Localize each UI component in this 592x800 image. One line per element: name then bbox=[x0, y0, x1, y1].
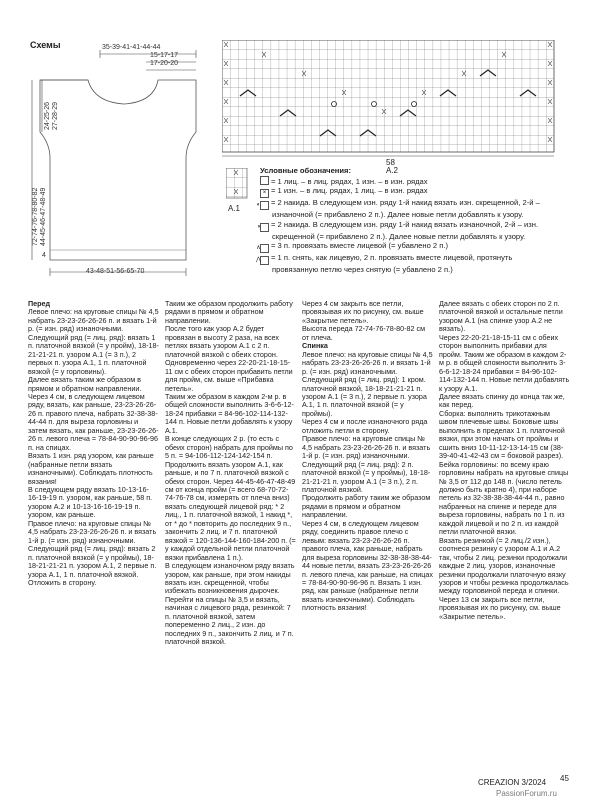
paragraph: Продолжить работу таким же образом рядами в прямом и обратном направлении. bbox=[302, 493, 431, 520]
text-column-4 bbox=[439, 300, 570, 621]
magazine-issue: CREAZION 3/2024 bbox=[478, 778, 547, 787]
bottom-dimension: 43-48-51-56-65-70 bbox=[86, 268, 145, 275]
paragraph: Высота переда 72-74-76-78-80-82 см от плеча. bbox=[302, 324, 426, 342]
legend-item-yo-twisted-second: ◑ = 2 накида. В следующем изн. ряду 1-й накид вязать изнаночной, 2-й – изн. скрещенной (= прибавлено 2 п.). Далее новые петли добавлять к узору. bbox=[256, 219, 539, 241]
knit-symbol-icon bbox=[260, 176, 269, 185]
legend-item-purl: × = 1 изн. – в лиц. рядах, 1 лиц. – в изн. рядах bbox=[260, 186, 560, 198]
paragraph: Продолжить вязать узором А.1, как раньше, и по 7 п. платочной вязкой с обеих сторон. Через 44-45-46-47-48-49 см от конца пройм (= всего 68-70-72-74-76-78 см, измерять от плеча вниз) вязать следующей лицевой ряд: * 2 лиц., 1 п. платочной вязкой, 1 накид *, от * до * повторить до последних 9 п., закончить 2 лиц. и 7 п. платочной вязкой = 120-136-144-160-184-200 п. (= у каждой отдельной петли платочной вязки прибавлена 1 п.). bbox=[165, 459, 296, 562]
paragraph: Через 4 см, в следующем лицевом ряду, соединить правое плечо с левым: вязать 23-23-26-26-26 п. правого плеча, как раньше, набрать для выреза горловины 32-38-38-38-44-44 новые петли, вязать 23-23-26-26-26 п. левого плеча, как раньше, на спицах = 78-84-90-90-96-96 п. Вязать 1 изн. ряд, как раньше (набранные петли вязать изнаночными). Соблюдать плотность вязания! bbox=[302, 518, 433, 613]
paragraph: После того как узор А.2 будет провязан в высоту 2 раза, на всех петлях вязать узором А.1 с 2 п. платочной вязкой с обеих сторон. bbox=[165, 324, 279, 359]
paragraph: Таким же образом продолжить работу рядами в прямом и обратном направлении. bbox=[165, 299, 293, 325]
side-dimension-lower-2: 44-45-46-47-48-49 bbox=[40, 187, 47, 246]
paragraph: Правое плечо: на круговые спицы № 4,5 набрать 23-23-26-26-26 п. и вязать 1-й р. (= изн. ряд) изнаночными. bbox=[28, 518, 157, 545]
top-dimension-3: 17-20-20 bbox=[150, 60, 179, 67]
legend-item-k3tog: ∧ = 3 п. провязать вместе лицевой (= убавлено 2 п.) bbox=[256, 241, 448, 252]
paragraph: Таким же образом в каждом 2-м р. в общей сложности выполнить 3-6-6-12-18-24 прибавки = 84-96-102-114-132-144 п. Новые петли добавлять к узору А.1. bbox=[165, 391, 294, 435]
legend-item-yo-twisted-first: ◐ = 2 накида. В следующем изн. ряду 1-й накид вязать изн. скрещенной, 2-й – изнаночной (= прибавлено 2 п.). Далее новые петли добавлять к узору. bbox=[256, 198, 540, 220]
paragraph: Далее вязать с обеих сторон по 2 п. платочной вязкой и остальные петли узором А.1 (на спинке узор А.2 не вязать). bbox=[439, 299, 563, 334]
paragraph: Следующий ряд (= лиц. ряд): вязать 1 п. платочной вязкой (= у пройм), 18-18-21-21-21 п. узором А.1 (= 3 п.), 2 первых п. узора А.1, 1 п. платочной вязкой (= у горловины). bbox=[28, 332, 159, 376]
section-heading: Спинка bbox=[302, 341, 328, 351]
paragraph: В следующем изнаночном ряду вязать узором, как раньше, при этом накиды вязать изн. скрещенной, чтобы избежать возникновения дырочек. bbox=[165, 561, 295, 596]
page-number: 45 bbox=[560, 774, 569, 783]
paragraph: Сборка: выполнить трикотажным швом плечевые швы. Боковые швы выполнить в пределах 1 п. платочной вязки, при этом начать от проймы и сшить вниз 10-11-12-13-14-15 см (38-39-40-41-42-43 см = боковой разрез). bbox=[439, 408, 565, 461]
legend-item-knit: = 1 лиц. – в лиц. рядах, 1 изн. – в изн. рядах bbox=[260, 176, 560, 187]
knitting-chart-a1 bbox=[226, 168, 248, 200]
paragraph: Следующий ряд (= лиц. ряд): 1 кром. платочной вязкой, 18-18-21-21-21 п. узором А.1 (= 3 п.), 2 первые п. узора А.1, 1 п. платочной вязкой (= у проймы). bbox=[302, 375, 427, 418]
legend bbox=[256, 166, 560, 275]
paragraph: Левое плечо: на круговые спицы № 4,5 набрать 23-23-26-26-26 п. и вязать 1-й р. (= изн. ряд) изнаночными. bbox=[302, 349, 433, 376]
legend-title: Условные обозначения: bbox=[260, 166, 352, 175]
paragraph: Вязать 1 изн. ряд узором, как раньше (набранные петли вязать изнаночными). Соблюдать плотность вязания! bbox=[28, 451, 154, 486]
chart-stitch-count: 58 bbox=[386, 158, 395, 167]
knitting-chart-a2 bbox=[222, 40, 556, 158]
paragraph: В конце следующих 2 р. (то есть с обеих сторон) набрать для проймы по 5 п. = 94-106-112-124-142-154 п. bbox=[165, 434, 293, 461]
paragraph: Следующий ряд (= лиц. ряд): вязать 2 п. платочной вязкой (= у проймы), 18-18-21-21-21 п. узором А.1, 2 первые п. узора А.1, 1 п. платочной вязкой. Отложить в сторону. bbox=[28, 544, 157, 587]
paragraph: Далее вязать таким же образом в прямом и обратном направлении. bbox=[28, 375, 142, 393]
chart-a1-label: А.1 bbox=[228, 204, 241, 213]
text-column-1 bbox=[28, 300, 159, 587]
left-mark: 4 bbox=[42, 252, 46, 259]
paragraph: Далее вязать спинку до конца так же, как перед. bbox=[439, 391, 565, 410]
double-yarnover-alt-icon: ◑ bbox=[260, 223, 269, 232]
paragraph: Перейти на спицы № 3,5 и вязать, начиная с лицевого ряда, резинкой: 7 п. платочной вязкой, затем попеременно 2 лиц., 2 изн. до последних 9 п., закончить 2 лиц. и 7 п. платочной вязкой. bbox=[165, 594, 294, 647]
k3tog-icon: ∧ bbox=[260, 244, 269, 253]
paragraph: Левое плечо: на круговые спицы № 4,5 набрать 23-23-26-26-26 п. и вязать 1-й р. (= изн. ряд) изнаночными. bbox=[28, 307, 159, 334]
sk2p-icon: ⋀ bbox=[260, 256, 269, 265]
watermark: PassionForum.ru bbox=[496, 789, 557, 798]
double-yarnover-icon: ◐ bbox=[260, 201, 269, 210]
side-dimension-lower-1: 72-74-76-78-80-82 bbox=[32, 187, 39, 246]
paragraph: Через 22-20-21-18-15-11 см с обеих сторон выполнить прибавки для пройм. Таким же образом в каждом 2-м р. в общей сложности выполнить 3-6-6-12-18-24 прибавки = 84-96-102-114-132-144 п. Новые петли добавлять к узору А.1. bbox=[439, 332, 570, 393]
text-column-2 bbox=[165, 300, 296, 647]
paragraph: Правое плечо: на круговые спицы № 4,5 набрать 23-23-26-26-26 п. и вязать 1-й р. (= изн. ряд) изнаночными. bbox=[302, 434, 431, 461]
text-column-3 bbox=[302, 300, 433, 613]
top-dimension-2: 15-17-17 bbox=[150, 52, 179, 59]
paragraph: В следующем ряду вязать 10-13-16-16-19-19 п. узором, как раньше, 58 п. узором А.2 и 10-13-16-16-19-19 п. узором, как раньше. bbox=[28, 484, 153, 520]
paragraph: Бейка горловины: по всему краю горловины набрать на круговые спицы № 3,5 от 112 до 148 п. (число петель должно быть кратно 4), при наборе петель из 32-38-38-38-44-44 п., равно набранных на спинке и переде для выреза горловины, набрать по 1 п. из каждой лицевой и по 2 п. из каждой петли платочной вязки. bbox=[439, 459, 569, 537]
schematics-title: Схемы bbox=[30, 40, 61, 50]
side-dimension-upper-1: 24-25-26 bbox=[44, 101, 51, 130]
paragraph: Через 4 см закрыть все петли, провязывая их по рисунку, см. выше «Закрытие петель». bbox=[302, 299, 424, 325]
legend-item-sk2p: ⋀ = 1 п. снять, как лицевую, 2 п. провязать вместе лицевой, протянуть провязанную петлю через снятую (= убавлено 2 п.) bbox=[256, 253, 513, 275]
paragraph: Вязать резинкой (= 2 лиц./2 изн.), соотнеся резинку с узором А.1 и А.2 так, чтобы 2 лиц. резинки продолжали каждые 2 лиц. узоров, изнаночные резинки продолжали платочную вязку узоров и чтобы резинка продолжалась между горловиной переда и спинки. bbox=[439, 535, 569, 596]
top-dimension-1: 35-39-41-41-44-44 bbox=[102, 44, 161, 51]
side-dimension-upper-2: 27-28-29 bbox=[52, 101, 59, 130]
paragraph: Через 4 см и после изнаночного ряда отложить петли в сторону. bbox=[302, 417, 428, 435]
section-heading: Перед bbox=[28, 299, 51, 308]
paragraph: Через 13 см закрыть все петли, провязывая их по рисунку, см. выше «Закрытие петель». bbox=[439, 594, 561, 621]
purl-symbol-icon: × bbox=[260, 189, 269, 198]
paragraph: Через 4 см, в следующем лицевом ряду, вязать, как раньше, 23-23-26-26-26 п. правого плеча, набрать 32-38-38-44-44 п. для выреза горловины и затем вязать, как раньше, 23-23-26-26-26 п. левого плеча = 78-84-90-90-96-96 п. на спицах. bbox=[28, 391, 159, 452]
chart-a2-label: А.2 bbox=[386, 166, 399, 175]
garment-schematic bbox=[28, 46, 208, 286]
paragraph: Следующий ряд (= лиц. ряд): 2 п. платочной вязкой (= у проймы), 18-18-21-21-21 п. узором А.1 (= 3 п.), 2 п. платочной вязкой. bbox=[302, 459, 431, 494]
paragraph: Одновременно через 22-20-21-18-15-11 см с обеих сторон прибавить петли для пройм, см. выше «Прибавка петель». bbox=[165, 358, 293, 393]
